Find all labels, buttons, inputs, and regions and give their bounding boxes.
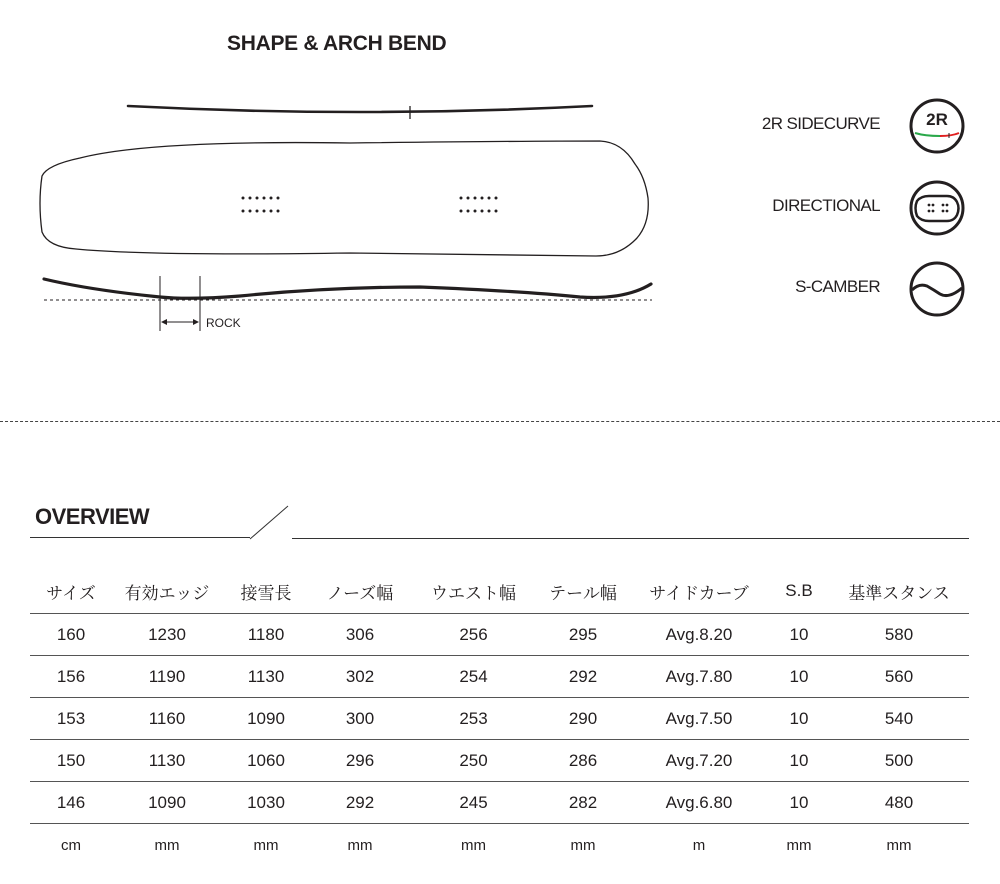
directional-icon (907, 178, 967, 238)
header-contact-length: 接雪長 (222, 569, 310, 614)
overview-slash-divider (248, 505, 292, 541)
cell: 1130 (112, 740, 222, 782)
header-effective-edge: 有効エッジ (112, 569, 222, 614)
overview-rule (292, 538, 969, 539)
cell: 10 (769, 614, 829, 656)
cell: 1190 (112, 656, 222, 698)
cell: 1180 (222, 614, 310, 656)
table-row (30, 656, 969, 698)
cell: 292 (310, 782, 410, 824)
cell: Avg.7.50 (629, 698, 769, 740)
overview-underline (30, 537, 250, 538)
table-row (30, 698, 969, 740)
cell: 160 (30, 614, 112, 656)
unit-cell: mm (570, 836, 596, 854)
cell: 256 (410, 614, 537, 656)
cell: Avg.7.20 (629, 740, 769, 782)
cell: 10 (769, 782, 829, 824)
table-row (30, 782, 969, 824)
cell: 296 (310, 740, 410, 782)
cell: 1130 (222, 656, 310, 698)
spec-table-header (30, 569, 969, 614)
cell: 1060 (222, 740, 310, 782)
cell: 245 (410, 782, 537, 824)
cell: 282 (537, 782, 629, 824)
cell: 10 (769, 656, 829, 698)
header-size: サイズ (30, 569, 112, 614)
board-flex-profile (128, 106, 592, 112)
cell: 480 (829, 782, 969, 824)
board-outline (40, 141, 648, 256)
header-waist-width: ウエスト幅 (410, 569, 537, 614)
unit-cell: mm (886, 836, 912, 854)
cell: 156 (30, 656, 112, 698)
cell: 560 (829, 656, 969, 698)
header-reference-stance: 基準スタンス (829, 569, 969, 614)
2r-sidecurve-icon (907, 96, 967, 156)
unit-cell: mm (347, 836, 373, 854)
overview-title: OVERVIEW (35, 504, 150, 529)
feature-s-camber (700, 258, 980, 318)
cell: 1230 (112, 614, 222, 656)
unit-cell: m (692, 836, 706, 854)
feature-directional (700, 177, 980, 237)
cell: 286 (537, 740, 629, 782)
shape-arch-bend-title: SHAPE & ARCH BEND (227, 32, 447, 55)
cell: 254 (410, 656, 537, 698)
spec-table (30, 569, 969, 866)
cell: 10 (769, 740, 829, 782)
feature-label: S-CAMBER (795, 277, 880, 296)
cell: Avg.6.80 (629, 782, 769, 824)
cell: 253 (410, 698, 537, 740)
unit-cell: mm (253, 836, 279, 854)
unit-cell: cm (61, 836, 81, 854)
2r-icon-text: 2R (926, 110, 948, 129)
board-diagram (0, 0, 680, 340)
cell: Avg.7.80 (629, 656, 769, 698)
header-nose-width: ノーズ幅 (310, 569, 410, 614)
cell: Avg.8.20 (629, 614, 769, 656)
cell: 300 (310, 698, 410, 740)
camber-profile (44, 279, 651, 298)
cell: 150 (30, 740, 112, 782)
cell: 290 (537, 698, 629, 740)
feature-label: 2R SIDECURVE (761, 114, 880, 133)
cell: 1030 (222, 782, 310, 824)
cell: 10 (769, 698, 829, 740)
cell: 1160 (112, 698, 222, 740)
header-tail-width: テール幅 (537, 569, 629, 614)
units-row (30, 824, 969, 867)
cell: 146 (30, 782, 112, 824)
header-sidecurve: サイドカーブ (629, 569, 769, 614)
section-divider (0, 421, 1000, 422)
unit-cell: mm (154, 836, 180, 854)
feature-2r-sidecurve (700, 95, 980, 155)
cell: 500 (829, 740, 969, 782)
unit-cell: mm (786, 836, 812, 854)
cell: 295 (537, 614, 629, 656)
cell: 1090 (222, 698, 310, 740)
cell: 580 (829, 614, 969, 656)
cell: 153 (30, 698, 112, 740)
table-row (30, 614, 969, 656)
unit-cell: mm (461, 836, 486, 854)
cell: 292 (537, 656, 629, 698)
cell: 540 (829, 698, 969, 740)
cell: 302 (310, 656, 410, 698)
feature-label: DIRECTIONAL (772, 196, 880, 215)
cell: 306 (310, 614, 410, 656)
header-setback: S.B (769, 569, 829, 614)
cell: 250 (410, 740, 537, 782)
rock-label: ROCK (206, 316, 241, 330)
cell: 1090 (112, 782, 222, 824)
table-row (30, 740, 969, 782)
s-camber-icon (907, 259, 967, 319)
